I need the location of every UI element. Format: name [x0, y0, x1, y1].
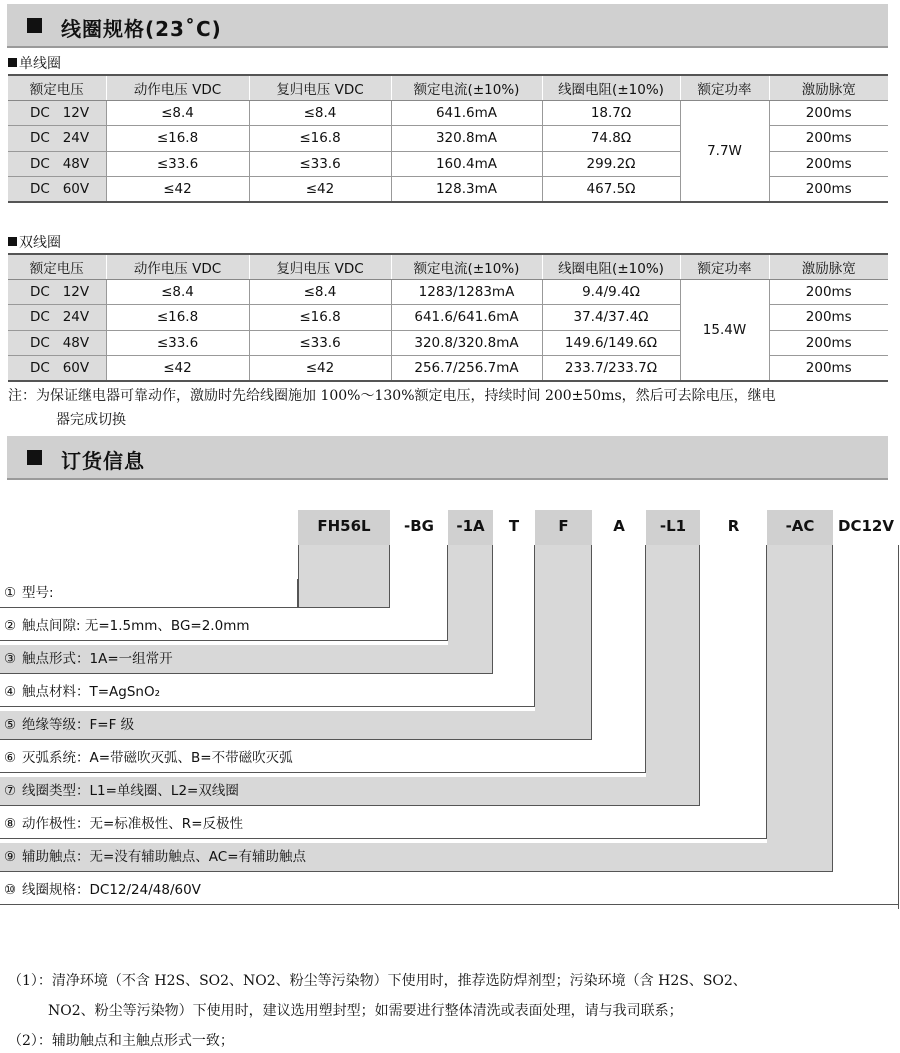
voltage-cell: DC 48V [8, 330, 106, 356]
legend-connector-fill [298, 545, 390, 579]
legend-connector-fill [535, 545, 592, 711]
square-bullet-icon [8, 58, 17, 67]
legend-item-5: ⑤ 绝缘等级：F=F 级 [0, 711, 592, 740]
voltage-cell: DC 48V [8, 151, 106, 177]
code-aux-contact: -AC [767, 510, 833, 545]
current-cell: 1283/1283mA [391, 279, 542, 305]
header-cell: 额定电流(±10%) [391, 254, 542, 279]
legend-connector-fill [298, 579, 390, 608]
resistance-cell: 37.4/37.4Ω [542, 305, 680, 331]
code-polarity: R [727, 517, 740, 535]
release-voltage-cell: ≤8.4 [249, 100, 391, 126]
coil-spec-header [7, 4, 888, 48]
single-coil-label: 单线圈 [8, 53, 61, 73]
release-voltage-cell: ≤33.6 [249, 151, 391, 177]
current-cell: 160.4mA [391, 151, 542, 177]
header-cell: 线圈电阻(±10%) [542, 254, 680, 279]
header-cell: 额定电压 [8, 75, 106, 100]
pickup-voltage-cell: ≤42 [106, 356, 249, 382]
code-model: FH56L [298, 510, 390, 545]
power-cell: 7.7W [680, 100, 769, 202]
release-voltage-cell: ≤16.8 [249, 305, 391, 331]
footnote-line: （2）：辅助触点和主触点形式一致； [8, 1033, 234, 1049]
square-bullet-icon [27, 18, 42, 33]
current-cell: 320.8/320.8mA [391, 330, 542, 356]
legend-item-3: ③ 触点形式：1A=一组常开 [0, 645, 493, 674]
code-contact-gap: -BG [404, 517, 434, 535]
voltage-cell: DC 24V [8, 305, 106, 331]
table-header-row [8, 75, 888, 100]
header-cell: 额定功率 [680, 75, 769, 100]
header-cell: 线圈电阻(±10%) [542, 75, 680, 100]
code-coil-spec: DC12V [838, 517, 894, 535]
voltage-cell: DC 12V [8, 100, 106, 126]
legend-item-6: ⑥ 灭弧系统：A=带磁吹灭弧、B=不带磁吹灭弧 [0, 744, 646, 773]
pulse-width-cell: 200ms [769, 356, 888, 382]
code-coil-type: -L1 [646, 510, 700, 545]
header-cell: 激励脉宽 [769, 254, 888, 279]
voltage-cell: DC 24V [8, 126, 106, 152]
resistance-cell: 18.7Ω [542, 100, 680, 126]
voltage-cell: DC 60V [8, 356, 106, 382]
connector-line [898, 545, 899, 909]
header-cell: 复归电压 VDC [249, 254, 391, 279]
pulse-width-cell: 200ms [769, 177, 888, 203]
resistance-cell: 9.4/9.4Ω [542, 279, 680, 305]
release-voltage-cell: ≤42 [249, 356, 391, 382]
header-cell: 激励脉宽 [769, 75, 888, 100]
pickup-voltage-cell: ≤16.8 [106, 305, 249, 331]
ordering-info-header [7, 436, 888, 480]
table-row [8, 279, 888, 305]
voltage-cell: DC 60V [8, 177, 106, 203]
note-line: 器完成切换 [56, 412, 126, 428]
pulse-width-cell: 200ms [769, 305, 888, 331]
legend-connector-fill [646, 545, 700, 777]
ordering-info-title: 订货信息 [61, 449, 145, 473]
current-cell: 641.6mA [391, 100, 542, 126]
pickup-voltage-cell: ≤8.4 [106, 100, 249, 126]
resistance-cell: 74.8Ω [542, 126, 680, 152]
square-bullet-icon [8, 237, 17, 246]
release-voltage-cell: ≤16.8 [249, 126, 391, 152]
pulse-width-cell: 200ms [769, 126, 888, 152]
header-cell: 额定电压 [8, 254, 106, 279]
legend-item-10: ⑩ 线圈规格：DC12/24/48/60V [0, 876, 899, 905]
pulse-width-cell: 200ms [769, 279, 888, 305]
resistance-cell: 233.7/233.7Ω [542, 356, 680, 382]
header-cell: 复归电压 VDC [249, 75, 391, 100]
pulse-width-cell: 200ms [769, 151, 888, 177]
header-cell: 动作电压 VDC [106, 75, 249, 100]
code-arc-system: A [613, 517, 625, 535]
coil-note [8, 384, 894, 432]
legend-item-4: ④ 触点材料：T=AgSnO₂ [0, 678, 535, 707]
current-cell: 320.8mA [391, 126, 542, 152]
note-line: 注：为保证继电器可靠动作，激励时先给线圈施加 100%～130%额定电压，持续时间 200±50ms，然后可去除电压，继电 [8, 388, 776, 404]
pickup-voltage-cell: ≤33.6 [106, 330, 249, 356]
header-cell: 额定电流(±10%) [391, 75, 542, 100]
legend-item-2: ② 触点间隙: 无=1.5mm、BG=2.0mm [0, 612, 448, 641]
code-contact-material: T [508, 517, 520, 535]
legend-item-7: ⑦ 线圈类型：L1=单线圈、L2=双线圈 [0, 777, 700, 806]
resistance-cell: 299.2Ω [542, 151, 680, 177]
double-coil-label: 双线圈 [8, 232, 61, 252]
resistance-cell: 149.6/149.6Ω [542, 330, 680, 356]
release-voltage-cell: ≤42 [249, 177, 391, 203]
legend-connector-fill [767, 545, 833, 843]
table-header-row [8, 254, 888, 279]
release-voltage-cell: ≤33.6 [249, 330, 391, 356]
release-voltage-cell: ≤8.4 [249, 279, 391, 305]
pulse-width-cell: 200ms [769, 330, 888, 356]
footnote-line: （1）：清净环境（不含 H2S、SO2、NO2、粉尘等污染物）下使用时，推荐选防焊剂型；污染环境（含 H2S、SO2、 [8, 973, 747, 989]
footnote-line: NO2、粉尘等污染物）下使用时，建议选用塑封型；如需要进行整体清洗或表面处理，请与我司联系； [48, 1003, 683, 1019]
double-coil-table [8, 253, 888, 382]
power-cell: 15.4W [680, 279, 769, 381]
current-cell: 256.7/256.7mA [391, 356, 542, 382]
header-cell: 动作电压 VDC [106, 254, 249, 279]
coil-spec-title: 线圈规格(23˚C) [61, 17, 222, 41]
footnotes [8, 966, 898, 1053]
pickup-voltage-cell: ≤33.6 [106, 151, 249, 177]
header-cell: 额定功率 [680, 254, 769, 279]
resistance-cell: 467.5Ω [542, 177, 680, 203]
legend-item-8: ⑧ 动作极性：无=标准极性、R=反极性 [0, 810, 767, 839]
legend-item-9: ⑨ 辅助触点：无=没有辅助触点、AC=有辅助触点 [0, 843, 833, 872]
pickup-voltage-cell: ≤8.4 [106, 279, 249, 305]
code-insulation: F [535, 510, 592, 545]
current-cell: 641.6/641.6mA [391, 305, 542, 331]
table-row [8, 100, 888, 126]
current-cell: 128.3mA [391, 177, 542, 203]
voltage-cell: DC 12V [8, 279, 106, 305]
pickup-voltage-cell: ≤42 [106, 177, 249, 203]
single-coil-table [8, 74, 888, 203]
legend-item-1: ① 型号: [0, 579, 298, 608]
square-bullet-icon [27, 450, 42, 465]
pickup-voltage-cell: ≤16.8 [106, 126, 249, 152]
legend-connector-fill [448, 545, 493, 645]
pulse-width-cell: 200ms [769, 100, 888, 126]
code-contact-form: -1A [448, 510, 493, 545]
